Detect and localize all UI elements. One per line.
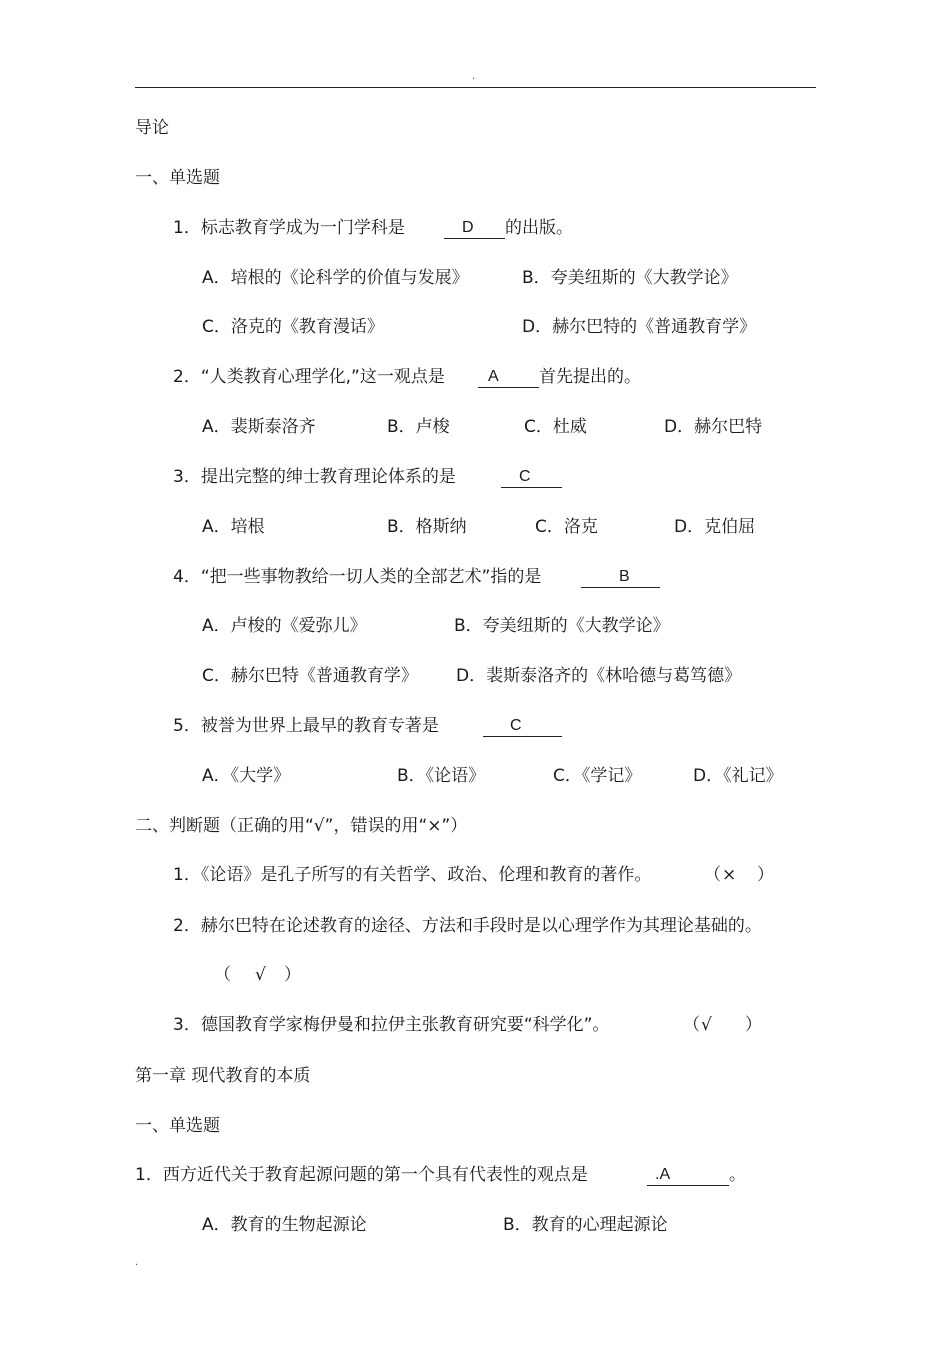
question-5-answer-blank (483, 716, 562, 737)
question-5-option-b: B．《论语》 (397, 766, 486, 786)
question-4-option-a: A．卢梭的《爱弥儿》 (202, 616, 367, 636)
question-1-option-c: C．洛克的《教育漫话》 (202, 317, 384, 337)
question-3-option-c: C．洛克 (535, 517, 598, 537)
judgement-1-close-paren: ） (757, 865, 774, 885)
chapter-1-question-1-stem: 1．西方近代关于教育起源问题的第一个具有代表性的观点是 (135, 1165, 588, 1185)
header-dot: . (472, 71, 476, 82)
judgement-2-text: 2．赫尔巴特在论述教育的途径、方法和手段时是以心理学作为其理论基础的。 (173, 916, 762, 936)
question-5-stem: 5．被誉为世界上最早的教育专著是 (173, 716, 439, 736)
question-2-option-c: C．杜威 (524, 417, 587, 437)
question-4-answer-blank (581, 567, 660, 588)
question-2-stem: 2．“人类教育心理学化,”这一观点是 (173, 367, 445, 387)
question-5-answer: C (510, 717, 522, 734)
question-3-option-b: B．格斯纳 (387, 517, 467, 537)
question-1-option-a: A．培根的《论科学的价值与发展》 (202, 268, 469, 288)
intro-title: 导论 (135, 118, 169, 138)
question-1-tail: 的出版。 (505, 218, 573, 238)
footer-dot: . (135, 1257, 139, 1268)
question-4-option-c: C．赫尔巴特《普通教育学》 (202, 666, 418, 686)
intro-section-true-false: 二、判断题（正确的用“√”，错误的用“×”） (135, 816, 468, 836)
judgement-3-close-paren: ） (745, 1015, 762, 1035)
chapter-1-question-1-option-a: A．教育的生物起源论 (202, 1215, 367, 1235)
chapter-1-question-1-answer: .A (655, 1166, 671, 1183)
chapter-1-question-1-tail: 。 (729, 1165, 746, 1185)
question-4-option-d: D．裴斯泰洛齐的《林哈德与葛笃德》 (456, 666, 742, 686)
question-1-answer-blank (444, 218, 505, 239)
chapter-1-title: 第一章 现代教育的本质 (135, 1066, 311, 1086)
question-1-answer: D (462, 219, 474, 236)
judgement-1-open-paren: （ (704, 865, 721, 885)
question-2-option-d: D．赫尔巴特 (664, 417, 763, 437)
judgement-1-text: 1．《论语》是孔子所写的有关哲学、政治、伦理和教育的著作。 (173, 865, 652, 885)
judgement-3-mark: √ (701, 1015, 712, 1035)
chapter-1-section-single-choice: 一、单选题 (135, 1116, 220, 1136)
question-5-option-c: C．《学记》 (553, 766, 642, 786)
chapter-1-question-1-answer-blank (647, 1165, 729, 1186)
question-3-option-d: D．克伯屈 (674, 517, 756, 537)
question-2-answer: A (488, 368, 499, 385)
question-2-option-b: B．卢梭 (387, 417, 450, 437)
judgement-2-mark: √ (255, 965, 266, 985)
question-3-option-a: A．培根 (202, 517, 265, 537)
intro-section-single-choice: 一、单选题 (135, 168, 220, 188)
question-2-tail: 首先提出的。 (539, 367, 641, 387)
question-3-answer-blank (501, 467, 562, 488)
question-1-option-b: B．夸美纽斯的《大教学论》 (522, 268, 738, 288)
judgement-2-close-paren: ） (284, 965, 301, 985)
header-rule (135, 87, 816, 88)
question-2-answer-blank (478, 367, 539, 388)
question-1-stem: 1．标志教育学成为一门学科是 (173, 218, 405, 238)
judgement-1-mark: × (722, 865, 737, 885)
question-5-option-d: D．《礼记》 (693, 766, 783, 786)
question-4-answer: B (619, 568, 630, 585)
judgement-3-open-paren: （ (683, 1015, 700, 1035)
chapter-1-question-1-option-b: B．教育的心理起源论 (503, 1215, 668, 1235)
question-4-stem: 4．“把一些事物教给一切人类的全部艺术”指的是 (173, 567, 542, 587)
question-2-option-a: A．裴斯泰洛齐 (202, 417, 316, 437)
question-4-option-b: B．夸美纽斯的《大教学论》 (454, 616, 670, 636)
question-1-option-d: D．赫尔巴特的《普通教育学》 (522, 317, 757, 337)
judgement-3-text: 3．德国教育学家梅伊曼和拉伊主张教育研究要“科学化”。 (173, 1015, 610, 1035)
question-3-stem: 3．提出完整的绅士教育理论体系的是 (173, 467, 456, 487)
judgement-2-open-paren: （ (214, 965, 231, 985)
question-3-answer: C (519, 468, 531, 485)
question-5-option-a: A．《大学》 (202, 766, 291, 786)
